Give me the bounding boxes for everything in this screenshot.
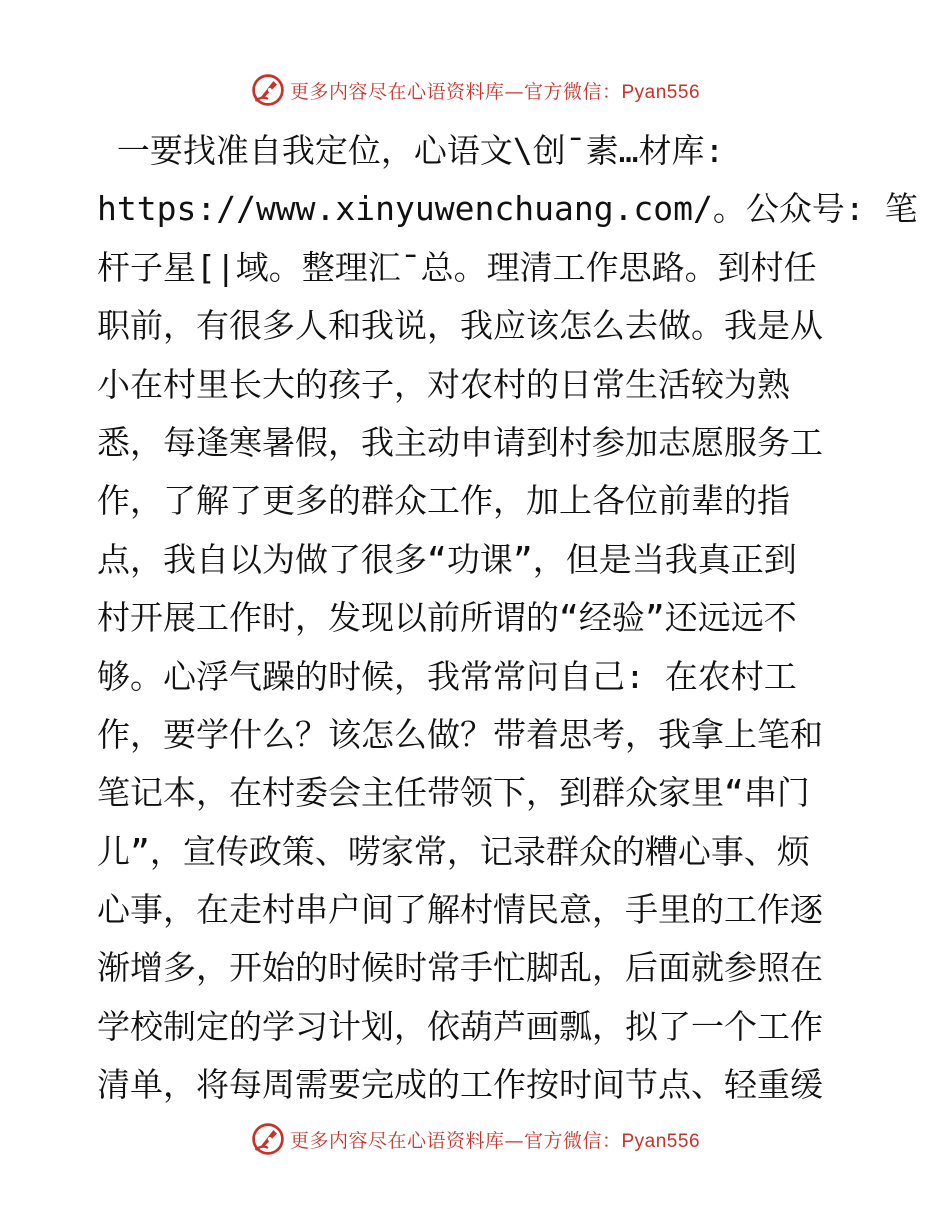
body-line: 笔记本，在村委会主任带领下，到群众家里“串门 — [97, 773, 810, 813]
document-body — [97, 122, 918, 1115]
body-line: 渐增多，开始的时候时常手忙脚乱，后面就参照在 — [97, 948, 823, 988]
footer-wechat-id: Pyan556 — [621, 1130, 701, 1152]
footer-banner — [0, 1119, 950, 1159]
body-line: 小在村里长大的孩子，对农村的日常生活较为熟 — [97, 364, 790, 404]
body-line: 村开展工作时，发现以前所谓的“经验”还远远不 — [97, 598, 797, 638]
header-banner — [0, 70, 950, 110]
pen-nib-circle-icon — [250, 1121, 286, 1157]
body-line: 儿”，宣传政策、唠家常，记录群众的糟心事、烦 — [97, 831, 810, 871]
body-line: https://www.xinyuwenchuang.com/。公众号: 笔 — [97, 189, 918, 229]
header-banner-label: 更多内容尽在心语资料库—官方微信： — [289, 80, 622, 103]
pen-nib-circle-icon — [250, 72, 286, 108]
body-line: 点，我自以为做了很多“功课”，但是当我真正到 — [97, 539, 797, 579]
header-banner-text — [290, 77, 700, 104]
footer-banner-label: 更多内容尽在心语资料库—官方微信： — [289, 1129, 622, 1152]
body-line: 作，了解了更多的群众工作，加上各位前辈的指 — [97, 481, 790, 521]
body-line: 够。心浮气躁的时候，我常常问自己: 在农村工 — [97, 656, 797, 696]
body-line: 职前，有很多人和我说，我应该怎么去做。我是从 — [97, 306, 823, 346]
body-line: 心事，在走村串户间了解村情民意，手里的工作逐 — [97, 890, 823, 930]
footer-banner-text — [290, 1126, 700, 1153]
body-line: 悉，每逢寒暑假，我主动申请到村参加志愿服务工 — [97, 422, 823, 462]
body-line: 学校制定的学习计划，依葫芦画瓢，拟了一个工作 — [97, 1006, 823, 1046]
header-wechat-id: Pyan556 — [621, 81, 701, 103]
body-line: 一要找准自我定位，心语文\创¯素…材库: — [97, 131, 725, 170]
body-line: 杆子星[|域。整理汇¯总。理清工作思路。到村任 — [97, 247, 817, 287]
body-line: 清单，将每周需要完成的工作按时间节点、轻重缓 — [97, 1065, 823, 1105]
body-line: 作，要学什么？该怎么做？带着思考，我拿上笔和 — [97, 714, 823, 754]
